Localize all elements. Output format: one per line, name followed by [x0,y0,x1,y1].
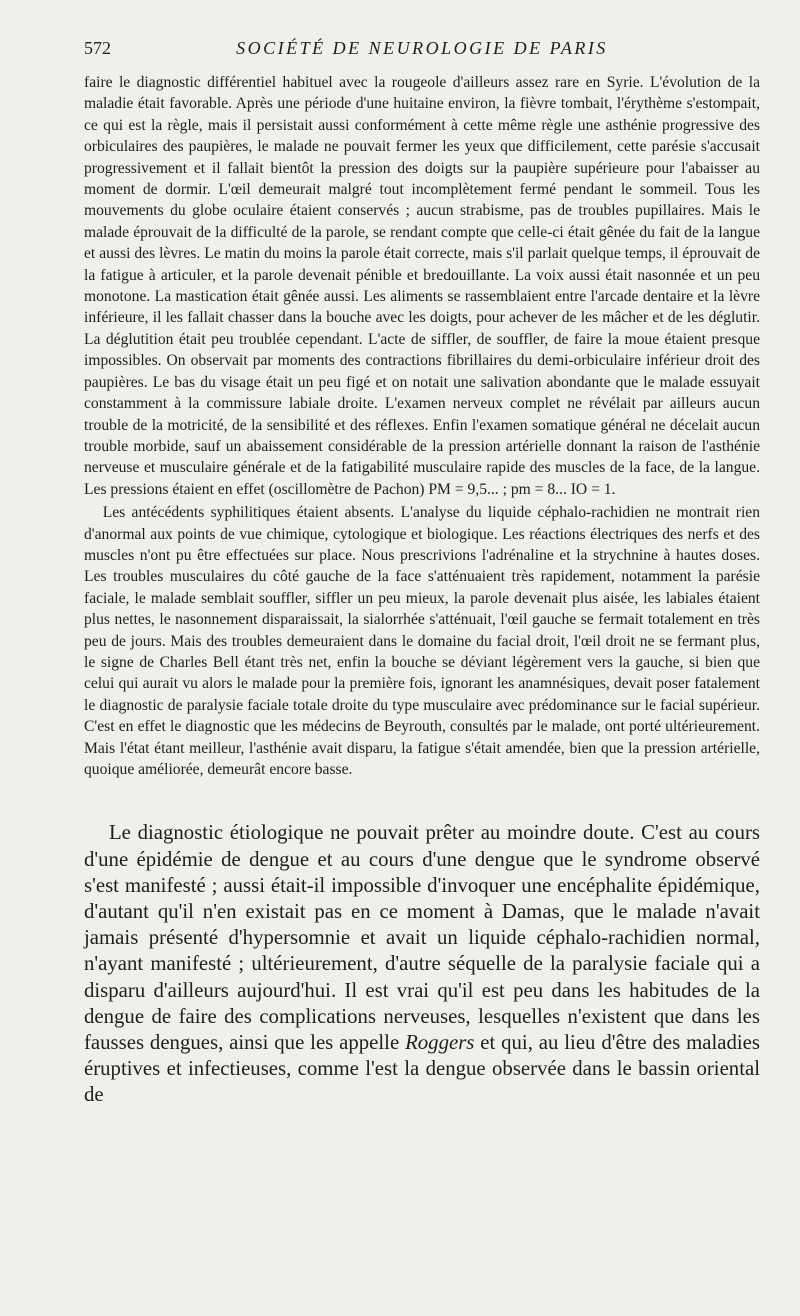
paragraph-etiology [84,820,760,1108]
case-report-text [84,72,760,780]
paragraph-clinical-course: faire le diagnostic différentiel habituel avec la rougeole d'ailleurs assez rare en Syrie. L'évolution de la maladie était favorable. Après une période d'une huitaine environ, la fièvre tombait, l'érythème s'estompait, ce qui est la règle, mais il persistait aussi conformément à cette même règle une asthénie progressive des orbiculaires des paupières, le malade ne pouvait fermer les yeux que difficilement, cette parésie s'accusait progressivement et il fallait bientôt la pression des doigts sur la paupière supérieure pour l'abaisser au moment de dormir. L'œil demeurait malgré tout incomplètement fermé pendant le sommeil. Tous les mouvements du globe oculaire étaient conservés ; aucun strabisme, pas de troubles pupillaires. Mais le malade éprouvait de la difficulté de la parole, se rendant compte que celle-ci était gênée du fait de la langue et aussi des lèvres. Le matin du moins la parole était correcte, mais s'il parlait quelque temps, il éprouvait de la fatigue à articuler, et la parole devenait pénible et bredouillante. La voix aussi était nasonnée et un peu monotone. La mastication était gênée aussi. Les aliments se rassemblaient entre l'arcade dentaire et la lèvre inférieure, il les fallait chasser dans la bouche avec les doigts, pour achever de les mâcher et de les déglutir. La déglutition était peu troublée cependant. L'acte de siffler, de souffler, de faire la moue étaient presque impossibles. On observait par moments des contractions fibrillaires du demi-orbiculaire inférieur droit des paupières. Le bas du visage était un peu figé et on notait une salivation abondante que le malade essuyait constamment à la commissure labiale droite. L'examen nerveux complet ne révélait par ailleurs aucun trouble de la motricité, de la sensibilité et des réflexes. Enfin l'examen somatique général ne décelait aucun trouble morbide, sauf un abaissement considérable de la pression artérielle donnant la raison de l'asthénie nerveuse et musculaire générale et de la fatigabilité musculaire rapide des muscles de la face, de la langue. Les pressions étaient en effet (oscillomètre de Pachon) PM = 9,5... ; pm = 8... IO = 1. [84,74,760,498]
etiology-text-start: Le diagnostic étiologique ne pouvait prêter au moindre doute. C'est au cours d'une épidémie de dengue et au cours d'une dengue que le syndrome observé s'est manifesté ; aussi était-il impossible d'invoquer une encéphalite épidémique, d'autant qu'il n'en existait pas en ce moment à Damas, que le malade n'avait jamais présenté d'hypersomnie et avait un liquide céphalo-rachidien normal, n'ayant manifesté ; ultérieurement, d'autre séquelle de la paralysie faciale qui a disparu d'ailleurs aujourd'hui. Il est vrai qu'il est peu dans les habitudes de la dengue de faire des complications nerveuses, lesquelles n'existent que dans les fausses dengues, ainsi que les appelle [84,821,760,1055]
paragraph-treatment: Les antécédents syphilitiques étaient absents. L'analyse du liquide céphalo-rachidien ne montrait rien d'anormal aux points de vue chimique, cytologique et biologique. Les réactions électriques des nerfs et des muscles n'ont pu être effectuées sur place. Nous prescrivions l'adrénaline et la strychnine à hautes doses. Les troubles musculaires du côté gauche de la face s'atténuaient très rapidement, notamment la parésie faciale, le malade semblait souffler, siffler un peu mieux, la parole devenait plus aisée, les labiales étaient plus nettes, le nasonnement disparaissait, la sialorrhée s'atténuait, l'œil gauche se fermait totalement en très peu de jours. Mais des troubles demeuraient dans le domaine du facial droit, l'œil droit ne se fermant plus, le signe de Charles Bell étant très net, enfin la bouche se déviant légèrement vers la gauche, si bien que celui qui aurait vu alors le malade pour la première fois, ignorant les anamnésiques, devait poser fatalement le diagnostic de paralysie faciale totale droite du type musculaire avec prédominance sur le facial supérieur. C'est en effet le diagnostic que les médecins de Beyrouth, consultés par le malade, ont porté ultérieurement. Mais l'état étant meilleur, l'asthénie avait disparu, la fatigue s'était amendée, bien que la pression artérielle, quoique améliorée, demeurât encore basse. [84,504,760,778]
journal-title: SOCIÉTÉ DE NEUROLOGIE DE PARIS [236,38,608,58]
running-header [84,38,760,60]
page-number: 572 [84,38,111,58]
etiology-text-end: et qui, au lieu d'être des maladies éruptives et infectieuses, comme l'est la dengue observée dans le bassin oriental de [84,1031,760,1107]
cited-author: Roggers [405,1031,475,1055]
